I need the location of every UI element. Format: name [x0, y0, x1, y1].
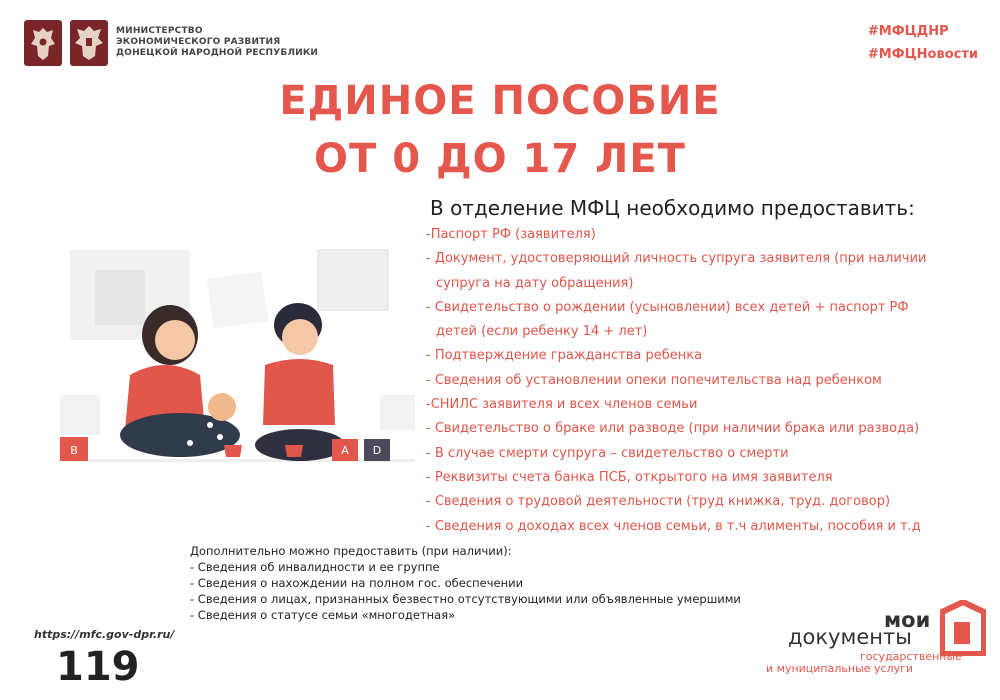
- list-item: - Сведения о лицах, признанных безвестно отсутствующими или объявленные умершими: [190, 592, 741, 606]
- documents-heading: В отделение МФЦ необходимо предоставить:: [430, 196, 915, 220]
- ministry-name: [116, 26, 318, 59]
- list-item: - Сведения об инвалидности и ее группе: [190, 560, 440, 574]
- dot: [207, 422, 213, 428]
- dnr-coat-of-arms-icon: [70, 20, 108, 66]
- website-link[interactable]: https://mfc.gov-dpr.ru/: [34, 628, 175, 641]
- ministry-line: ЭКОНОМИЧЕСКОГО РАЗВИТИЯ: [116, 37, 281, 47]
- girl-face: [155, 320, 195, 360]
- wall-frame-inner: [95, 270, 145, 325]
- bg-block: [60, 395, 100, 435]
- list-item: супруга на дату обращения): [436, 275, 634, 291]
- list-item: детей (если ребенку 14 + лет): [436, 324, 648, 340]
- logo-word-moi: мои: [884, 608, 931, 632]
- list-item: - Свидетельство о браке или разводе (при наличии брака или развода): [426, 421, 920, 437]
- children-illustration: [60, 245, 420, 470]
- logo-mark-icon: [940, 600, 986, 656]
- list-item: -СНИЛС заявителя и всех членов семьи: [426, 397, 698, 413]
- dot: [217, 434, 223, 440]
- list-item: - Сведения о трудовой деятельности (труд книжка, труд. договор): [426, 494, 891, 510]
- block-a-label: A: [341, 444, 349, 457]
- boy-face: [282, 319, 318, 355]
- floor: [65, 459, 415, 462]
- list-item: - Сведения о доходах всех членов семьи, в т.ч алименты, пособия и т.д: [426, 518, 921, 534]
- dot: [187, 440, 193, 446]
- cup-icon: [224, 445, 242, 457]
- list-item: - Подтверждение гражданства ребенка: [426, 348, 703, 364]
- list-item: - Сведения о статусе семьи «многодетная»: [190, 608, 456, 622]
- cup-icon: [285, 445, 303, 457]
- boy-sweater: [263, 359, 335, 425]
- list-item: - Реквизиты счета банка ПСБ, открытого на имя заявителя: [426, 469, 833, 485]
- list-item: - Документ, удостоверяющий личность супруга заявителя (при наличии: [426, 251, 927, 267]
- page-title-line2: ОТ 0 ДО 17 ЛЕТ: [314, 136, 686, 182]
- wall-paper: [207, 271, 268, 328]
- documents-list: [426, 223, 986, 539]
- logo-word-documents: документы: [788, 625, 912, 649]
- logo-subtitle-2: и муниципальные услуги: [766, 662, 914, 675]
- list-item: -Паспорт РФ (заявителя): [426, 227, 596, 242]
- list-item: - В случае смерти супруга – свидетельство о смерти: [426, 445, 789, 461]
- baby-head: [208, 393, 236, 421]
- additional-heading: Дополнительно можно предоставить (при наличии):: [190, 544, 512, 558]
- hashtags: [868, 20, 978, 66]
- list-item: - Сведения о нахождении на полном гос. обеспечении: [190, 576, 524, 590]
- hashtag: #МФЦНовости: [867, 47, 978, 62]
- russia-coat-of-arms-icon: [24, 20, 62, 66]
- list-item: - Свидетельство о рождении (усыновлении) всех детей + паспорт РФ: [426, 299, 909, 315]
- list-item: - Сведения об установлении опеки попечительства над ребенком: [426, 372, 882, 388]
- page-number: 119: [56, 644, 140, 690]
- page-title-line1: ЕДИНОЕ ПОСОБИЕ: [279, 78, 721, 124]
- ministry-line: МИНИСТЕРСТВО: [116, 26, 203, 36]
- block-b-label: B: [70, 444, 78, 457]
- wall-picture: [318, 250, 388, 310]
- ministry-line: ДОНЕЦКОЙ НАРОДНОЙ РЕСПУБЛИКИ: [116, 48, 319, 58]
- block-d-label: D: [372, 444, 382, 457]
- additional-section: [190, 543, 741, 623]
- logo-subtitle-1: государственные: [860, 650, 962, 663]
- moi-dokumenty-logo: [762, 598, 992, 688]
- hashtag: #МФЦДНР: [867, 24, 949, 39]
- bg-block: [380, 395, 415, 430]
